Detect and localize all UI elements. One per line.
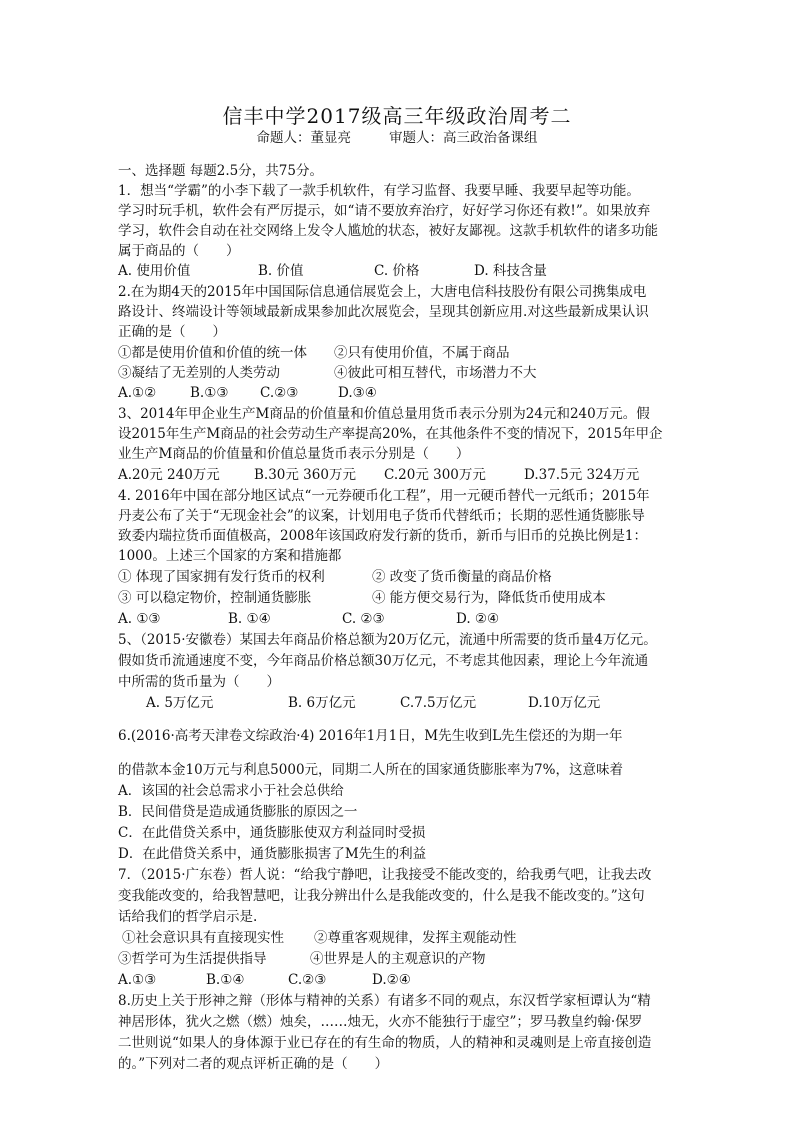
question-stem-line: 正确的是（ ）	[118, 324, 226, 340]
option-b: B. ①④	[228, 611, 271, 627]
option-b: B.①④	[206, 972, 245, 988]
question-stem-line: 路设计、终端设计等领域最新成果参加此次展览会，呈现其创新应用.对这些最新成果认识	[118, 304, 649, 320]
statement-1: ① 体现了国家拥有发行货币的权利	[118, 569, 325, 585]
statement-4: ④彼此可相互替代，市场潜力不大	[334, 365, 537, 381]
statement-1: ①社会意识具有直接现实性	[122, 930, 284, 946]
statement-2: ② 改变了货币衡量的商品价格	[372, 569, 552, 585]
option-a: A.①②	[118, 385, 157, 401]
option-a: A. 5万亿元	[146, 695, 214, 711]
question-stem-line: 学习时玩手机，软件会有严厉提示，如“请不要放弃治疗，好好学习你还有救!”。如果放弃	[118, 203, 651, 219]
question-stem-line: 学习，软件会自动在社交网络上发令人尴尬的状态，被好友鄙视。这款手机软件的诸多功能	[118, 223, 658, 239]
statement-1: ①都是使用价值和价值的统一体	[118, 345, 307, 361]
question-stem-line: 假如货币流通速度不变，今年商品价格总额30万亿元，不考虑其他因素，理论上今年流通	[118, 653, 649, 669]
option-d: D.37.5元 324万元	[524, 467, 640, 483]
question-stem-line: 神居形体，犹火之燃（燃）烛矣，……烛无，火亦不能独行于虚空”；罗马教皇约翰·保罗	[118, 1014, 643, 1030]
question-stem-line: 8.历史上关于形神之辩（形体与精神的关系）有诸多不同的观点，东汉哲学家桓谭认为“精	[118, 993, 651, 1009]
question-stem-line: 属于商品的（ ）	[118, 243, 240, 259]
option-b: B.①③	[190, 385, 229, 401]
option-a: A．该国的社会总需求小于社会总供给	[118, 783, 344, 799]
question-stem-line: 2.在为期4天的2015年中国国际信息通信展览会上，大唐电信科技股份有限公司携集成电	[118, 284, 647, 300]
reviewer-name: 审题人：高三政治备课组	[389, 130, 538, 146]
question-stem-line: 的。”下列对二者的观点评析正确的是（ ）	[118, 1056, 389, 1072]
page-title: 信丰中学2017级高三年级政治周考二	[222, 104, 572, 128]
option-b: B.30元 360万元	[254, 467, 356, 483]
option-c: C.②③	[288, 972, 327, 988]
question-stem-line: 6.(2016·高考天津卷文综政治·4) 2016年1月1日，M先生收到L先生偿还的为期一年	[118, 728, 623, 744]
option-a: A.20元 240万元	[118, 467, 220, 483]
option-a: A.①③	[118, 972, 157, 988]
option-c: C.20元 300万元	[384, 467, 486, 483]
statement-3: ③凝结了无差别的人类劳动	[118, 365, 280, 381]
question-stem-line: 1000。上述三个国家的方案和措施都	[118, 548, 342, 564]
question-stem-line: 7．（2015·广东卷）哲人说：“给我宁静吧，让我接受不能改变的，给我勇气吧，让我去改	[118, 867, 652, 883]
option-b: B. 6万亿元	[288, 695, 356, 711]
question-stem-line: 设2015年生产M商品的社会劳动生产率提高20%，在其他条件不变的情况下，2015年甲企	[118, 426, 663, 442]
question-stem-line: 变我能改变的，给我智慧吧，让我分辨出什么是我能改变的，什么是我不能改变的。”这句	[118, 888, 645, 904]
option-a: A. ①③	[118, 611, 161, 627]
question-stem-line: 3、2014年甲企业生产M商品的价值量和价值总量用货币表示分别为24元和240万元。假	[118, 406, 650, 422]
question-stem-line: 致委内瑞拉货币面值极高，2008年该国政府发行新的货币，新币与旧币的兑换比例是1：	[118, 528, 647, 544]
question-stem-line: 二世则说“如果人的身体源于业已存在的有生命的物质，人的精神和灵魂则是上帝直接创造	[118, 1035, 652, 1051]
option-c: C.②③	[260, 385, 299, 401]
option-c: C.7.5万亿元	[400, 695, 477, 711]
question-stem-line: 的借款本金10万元与利息5000元，同期二人所在的国家通货膨胀率为7%，这意味着	[118, 762, 623, 778]
option-d: D. ②④	[456, 611, 500, 627]
statement-3: ③哲学可为生活提供指导	[118, 951, 267, 967]
statement-4: ④世界是人的主观意识的产物	[310, 951, 486, 967]
question-stem-line: 业生产M商品的价值量和价值总量货币表示分别是（ ）	[118, 446, 470, 462]
option-b: B．民间借贷是造成通货膨胀的原因之一	[118, 804, 358, 820]
question-stem-line: 话给我们的哲学启示是.	[118, 909, 258, 925]
question-stem-line: 中所需的货币量为（ ）	[118, 674, 280, 690]
statement-3: ③ 可以稳定物价，控制通货膨胀	[118, 590, 312, 606]
option-c: C．在此借贷关系中，通货膨胀使双方利益同时受损	[118, 825, 426, 841]
option-d: D. 科技含量	[474, 263, 547, 279]
statement-4: ④ 能方便交易行为，降低货币使用成本	[372, 590, 606, 606]
option-c: C. ②③	[342, 611, 385, 627]
authors-line	[0, 128, 794, 148]
option-b: B. 价值	[258, 263, 304, 279]
option-d: D.②④	[372, 972, 411, 988]
option-d: D.③④	[338, 385, 377, 401]
option-d: D.10万亿元	[528, 695, 601, 711]
question-stem-line: 4. 2016年中国在部分地区试点“一元券硬币化工程”，用一元硬币替代一元纸币；2015年	[118, 488, 650, 504]
option-c: C. 价格	[374, 263, 420, 279]
question-stem-line: 1．想当“学霸”的小李下载了一款手机软件，有学习监督、我要早睡、我要早起等功能。	[118, 183, 640, 199]
author-name: 命题人：董显亮	[256, 130, 351, 146]
option-d: D．在此借贷关系中，通货膨胀损害了M先生的利益	[118, 846, 427, 862]
statement-2: ②尊重客观规律，发挥主观能动性	[314, 930, 517, 946]
option-a: A. 使用价值	[118, 263, 191, 279]
statement-2: ②只有使用价值，不属于商品	[334, 345, 510, 361]
section-heading: 一、选择题 每题2.5分，共75分。	[118, 163, 323, 179]
question-stem-line: 丹麦公布了关于“无现金社会”的议案，计划用电子货币代替纸币；长期的恶性通货膨胀导	[118, 508, 645, 524]
question-stem-line: 5、（2015·安徽卷）某国去年商品价格总额为20万亿元，流通中所需要的货币量4万亿元。	[118, 632, 657, 648]
